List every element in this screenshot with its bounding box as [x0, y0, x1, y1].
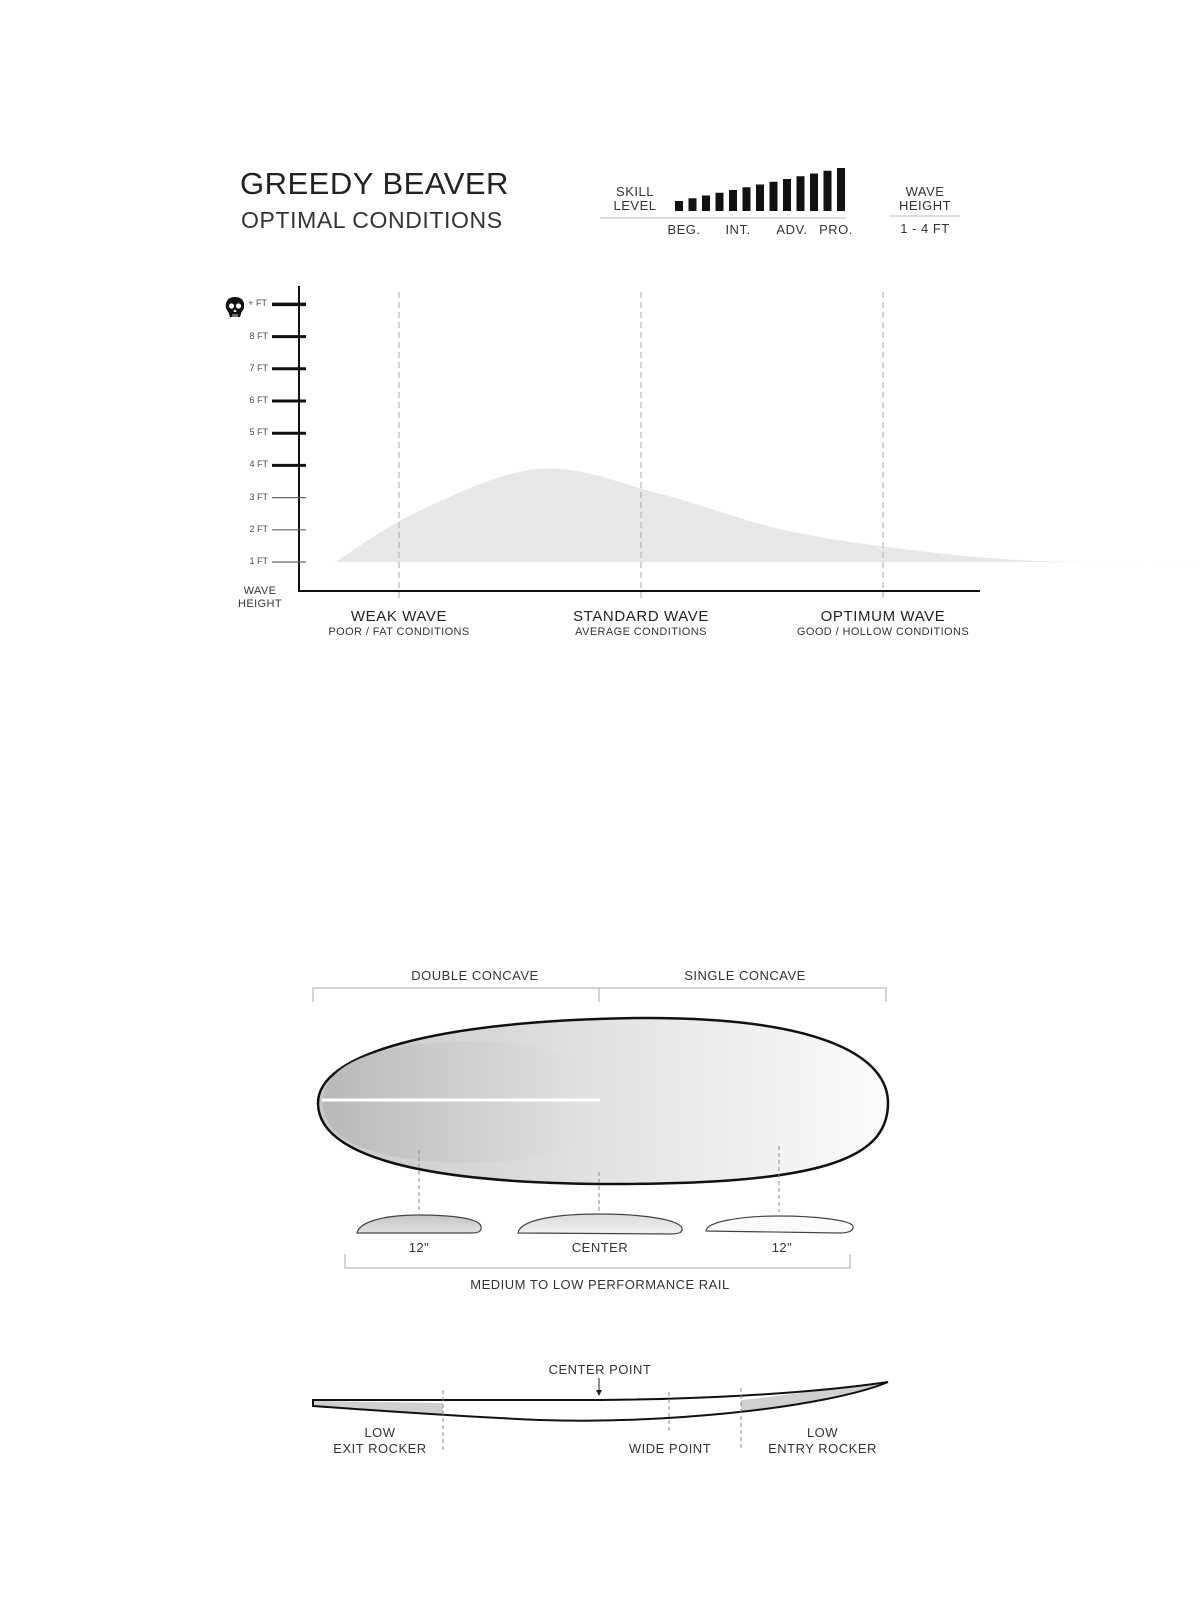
category-optimum-wave: OPTIMUM WAVE GOOD / HOLLOW CONDITIONS — [796, 608, 970, 638]
board-title: GREEDY BEAVER — [240, 166, 509, 201]
y-tick-label: 4 FT — [249, 459, 268, 470]
center-point-arrow-icon — [596, 1390, 602, 1396]
y-tick-label: 1 FT — [249, 556, 268, 566]
y-axis-label: WAVE HEIGHT — [238, 585, 282, 610]
exit-rocker-label: LOW EXIT ROCKER — [333, 1425, 427, 1456]
y-tick-label: 7 FT — [249, 362, 268, 373]
rail-label-left: 12" — [408, 1240, 430, 1255]
y-tick-label: + FT — [248, 298, 267, 309]
wave-height-value: 1 - 4 FT — [900, 221, 950, 236]
skill-int-label: INT. — [725, 222, 751, 237]
rail-label-right: 12" — [771, 1240, 793, 1255]
board-subtitle: OPTIMAL CONDITIONS — [241, 207, 503, 233]
entry-rocker-label: LOW ENTRY ROCKER — [768, 1425, 877, 1456]
y-tick-label: 2 FT — [249, 523, 268, 534]
category-weak-wave: WEAK WAVE POOR / FAT CONDITIONS — [328, 608, 470, 638]
wave-height-header-label: WAVE HEIGHT — [898, 184, 952, 213]
y-tick-label: 6 FT — [249, 395, 268, 405]
y-tick-label: 8 FT — [249, 330, 268, 341]
skill-beg-label: BEG. — [667, 222, 701, 237]
skill-adv-label: ADV. — [776, 222, 808, 237]
category-standard-wave: STANDARD WAVE AVERAGE CONDITIONS — [573, 608, 709, 638]
y-tick-label: 5 FT — [249, 427, 268, 438]
skill-level-label: SKILL LEVEL — [613, 184, 657, 213]
center-point-label: CENTER POINT — [548, 1362, 652, 1377]
rail-label-center: CENTER — [571, 1240, 629, 1255]
wide-point-label: WIDE POINT — [628, 1441, 712, 1456]
single-concave-label: SINGLE CONCAVE — [684, 968, 806, 983]
rail-caption: MEDIUM TO LOW PERFORMANCE RAIL — [470, 1277, 730, 1292]
double-concave-label: DOUBLE CONCAVE — [411, 968, 539, 983]
y-tick-label: 3 FT — [249, 491, 268, 502]
skill-pro-label: PRO. — [819, 222, 853, 237]
